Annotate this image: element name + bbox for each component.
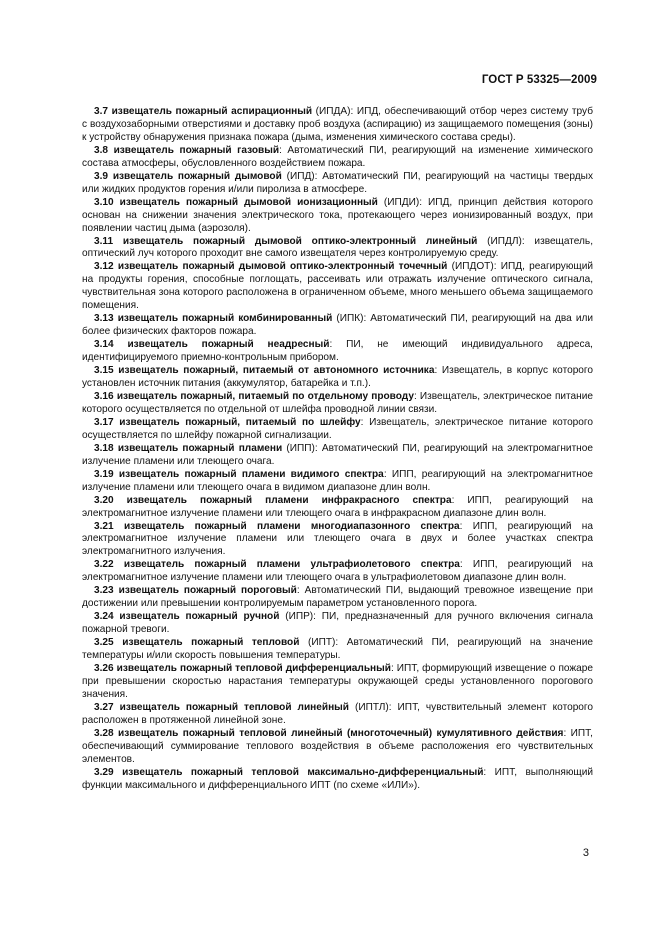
definition-text: : Автоматический ПИ, выдающий тревожное извещение при достижении или превышении контролируемым параметром установленного порога. [82, 585, 593, 610]
definition-term: 3.11 извещатель пожарный дымовой оптико-электронный линейный [94, 235, 478, 247]
definition-text: (ИПДИ): ИПД, принцип действия которого основан на снижении значения электрического тока, протекающего через ионизированный воздух, при появлении частиц дыма (аэрозоля). [82, 196, 593, 234]
definition-entry [82, 702, 593, 728]
definition-text: : ИПП, реагирующий на электромагнитное излучение пламени или тлеющего очага в ультрафиолетовом диапазоне длин волн. [82, 559, 593, 584]
definition-text: (ИПР): ПИ, предназначенный для ручного включения сигнала пожарной тревоги. [82, 611, 593, 636]
definition-text: (ИПДА): ИПД, обеспечивающий отбор через систему труб с воздухозаборными отверстиями и доставку проб воздуха (аспирацию) из защищаемого помещения (зоны) к устройству обнаружения признака пожара (дыма, изменения химического состава среды). [82, 106, 593, 143]
definition-text: (ИПП): Автоматический ПИ, реагирующий на электромагнитное излучение пламени или тлеющего очага. [82, 442, 593, 467]
definition-entry [82, 469, 593, 495]
definition-term: 3.17 извещатель пожарный, питаемый по шлейфу [94, 416, 361, 428]
definition-text: (ИПДОТ): ИПД, реагирующий на продукты горения, способные поглощать, рассеивать или отражать излучение оптического сигнала, чувствительная зона которого расположена в ограниченном объеме, много меньшего объема защищаемого помещения. [82, 261, 593, 312]
definition-term: 3.29 извещатель пожарный тепловой максимально-дифференциальный [94, 766, 484, 778]
definition-text: : ИПТ, выполняющий функции максимального и дифференциального ИПТ (по схеме «ИЛИ»). [82, 766, 593, 791]
definition-entry [82, 585, 593, 611]
definition-entry [82, 521, 593, 560]
definition-term: 3.14 извещатель пожарный неадресный [94, 339, 330, 351]
definition-entry [82, 495, 593, 521]
definition-entry [82, 106, 593, 145]
definition-entry [82, 443, 593, 469]
definition-term: 3.15 извещатель пожарный, питаемый от автономного источника [94, 365, 435, 377]
definition-text: : Извещатель, электрическое питание которого осуществляется по шлейфу пожарной сигнализации. [82, 416, 593, 441]
definition-entry [82, 637, 593, 663]
definition-term: 3.12 извещатель пожарный дымовой оптико-электронный точечный [94, 261, 448, 273]
definition-term: 3.21 извещатель пожарный пламени многодиапазонного спектра [94, 520, 460, 532]
definition-term: 3.22 извещатель пожарный пламени ультрафиолетового спектра [94, 559, 460, 571]
definition-entry [82, 767, 593, 793]
definition-entry [82, 611, 593, 637]
definition-term: 3.23 извещатель пожарный пороговый [94, 585, 297, 597]
definition-term: 3.13 извещатель пожарный комбинированный [94, 313, 333, 325]
definition-term: 3.19 извещатель пожарный пламени видимого спектра [94, 468, 384, 480]
definition-entry [82, 339, 593, 365]
definition-term: 3.16 извещатель пожарный, питаемый по отдельному проводу [94, 390, 414, 402]
definition-text: : ПИ, не имеющий индивидуального адреса, идентифицируемого приемно-контрольным прибором. [82, 339, 593, 364]
definition-entry [82, 663, 593, 702]
definition-text: : Извещатель, электрическое питание которого осуществляется по отдельной от шлейфа проводной линии связи. [82, 390, 594, 415]
page-number: 3 [582, 847, 589, 859]
definition-entry [82, 391, 593, 417]
definition-text: : Извещатель, в корпус которого установлен источник питания (аккумулятор, батарейка и т.п.). [82, 365, 593, 390]
definition-entry [82, 365, 593, 391]
definition-text: : ИПТ, обеспечивающий суммирование теплового воздействия в объеме расположения его чувствительных элементов. [82, 727, 593, 765]
definition-term: 3.7 извещатель пожарный аспирационный [94, 106, 313, 117]
definition-text: : ИПТ, формирующий извещение о пожаре при превышении скоростью нарастания температуры окружающей среды установленного порогового значения. [82, 662, 594, 700]
definition-text: (ИПД): Автоматический ПИ, реагирующий на частицы твердых или жидких продуктов горения и/или пиролиза в атмосфере. [82, 170, 593, 195]
definition-entry [82, 236, 593, 262]
definition-term: 3.9 извещатель пожарный дымовой [94, 170, 282, 182]
definition-term: 3.25 извещатель пожарный тепловой [94, 637, 300, 649]
definition-term: 3.28 извещатель пожарный тепловой линейный (многоточечный) кумулятивного действия [94, 727, 564, 739]
definition-text: : ИПП, реагирующий на электромагнитное излучение пламени или тлеющего очага в инфракрасном диапазоне длин волн. [82, 494, 593, 519]
definition-text: (ИПК): Автоматический ПИ, реагирующий на два или более физических факторов пожара. [82, 313, 593, 338]
definition-entry [82, 559, 593, 585]
definition-entry [82, 197, 593, 236]
definition-entry [82, 145, 593, 171]
definition-entry [82, 417, 593, 443]
definition-entry [82, 261, 593, 313]
definition-entry [82, 171, 593, 197]
definitions-list [82, 106, 593, 793]
definition-term: 3.26 извещатель пожарный тепловой дифференциальный [94, 662, 391, 674]
definition-entry [82, 313, 593, 339]
definition-text: : Автоматический ПИ, реагирующий на изменение химического состава атмосферы, обусловленного воздействием пожара. [82, 144, 593, 169]
definition-text: (ИПТЛ): ИПТ, чувствительный элемент которого расположен в протяженной линейной зоне. [82, 701, 593, 726]
definition-term: 3.18 извещатель пожарный пламени [94, 442, 283, 454]
definition-term: 3.8 извещатель пожарный газовый [94, 144, 280, 156]
definition-entry [82, 728, 593, 767]
definition-text: (ИПДЛ): извещатель, оптический луч которого проходит вне самого извещателя через контролируемую среду. [82, 235, 593, 260]
definition-text: : ИПП, реагирующий на электромагнитное излучение пламени или тлеющего очага в видимом диапазоне длин волн. [82, 468, 593, 493]
definition-term: 3.10 извещатель пожарный дымовой ионизационный [94, 196, 378, 208]
definition-text: (ИПТ): Автоматический ПИ, реагирующий на значение температуры и/или скорость повышения температуры. [82, 637, 593, 662]
definition-text: : ИПП, реагирующий на электромагнитное излучение пламени или тлеющего очага в двух и более участках спектра электромагнитного излучения. [82, 520, 593, 558]
definition-term: 3.20 извещатель пожарный пламени инфракрасного спектра [94, 494, 452, 506]
definition-term: 3.27 извещатель пожарный тепловой линейный [94, 701, 349, 713]
standard-code-header: ГОСТ Р 53325—2009 [481, 74, 597, 86]
definition-term: 3.24 извещатель пожарный ручной [94, 611, 280, 623]
